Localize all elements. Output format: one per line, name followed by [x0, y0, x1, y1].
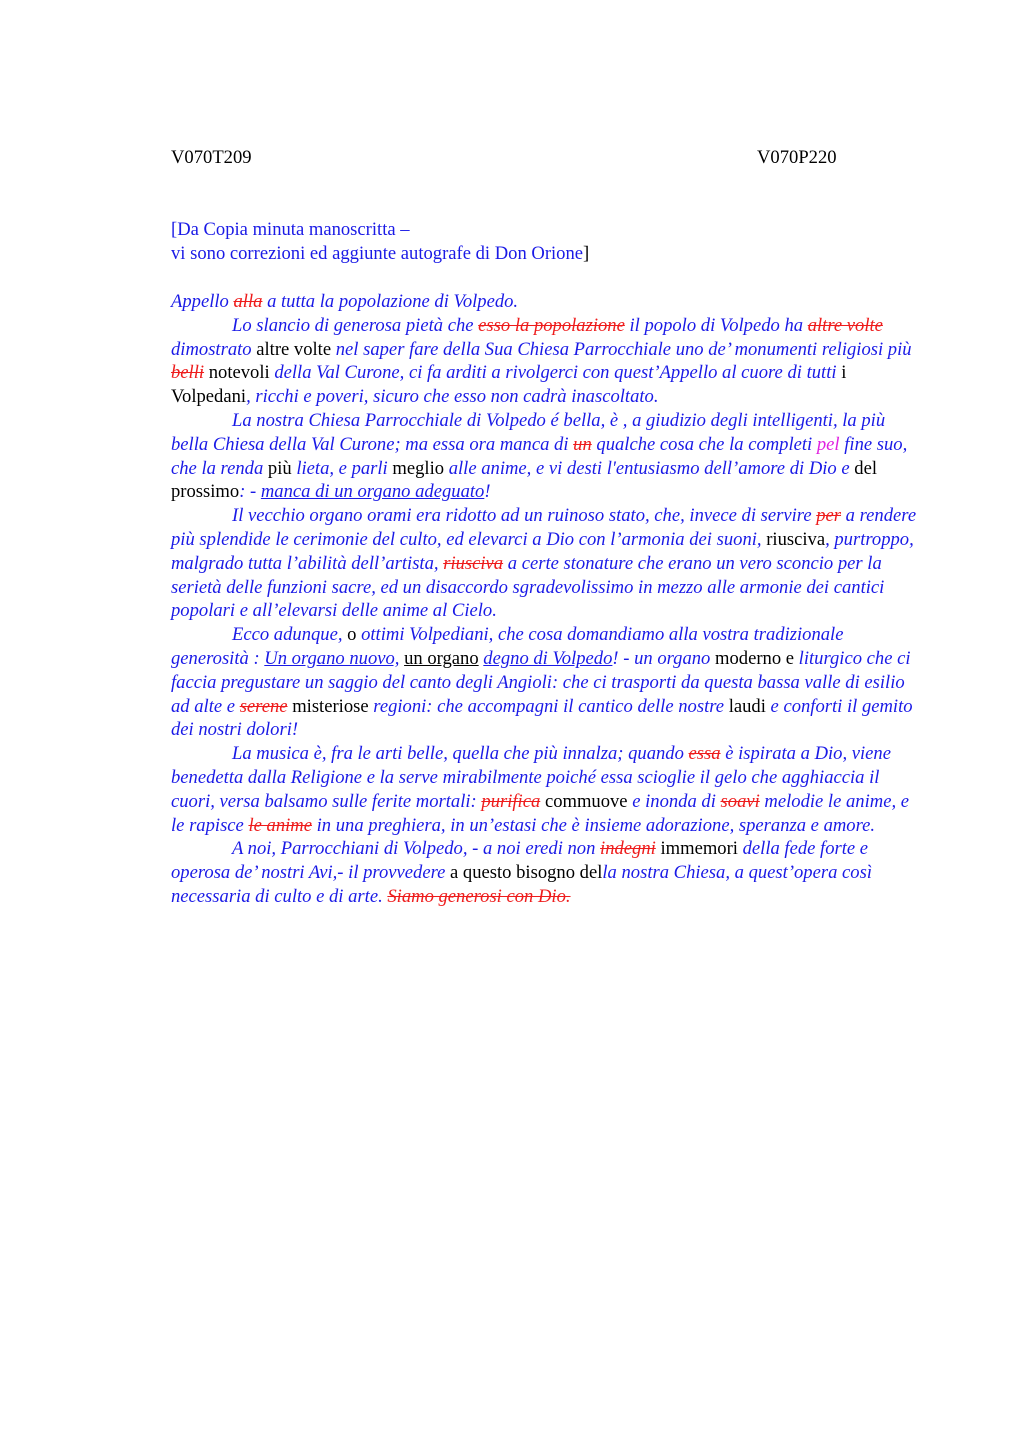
- autograph-addition: un organo: [404, 647, 479, 669]
- text-run: della fede forte e operosa de’ nostri Avi,- il provvedere: [171, 838, 869, 884]
- underlined-phrase: Un organo nuovo,: [264, 647, 400, 669]
- text-run: a rendere più splendide le cerimonie del culto, ed elevarci a Dio con l’armonia dei suoni,: [171, 505, 917, 550]
- text-run: La nostra Chiesa Parrocchiale di Volpedo é bella, è , a giudizio degli intelligenti, la più bella Chiesa della Val Curone; ma essa ora manca di: [171, 409, 886, 455]
- deletion: per: [816, 505, 842, 527]
- title-text: a tutta la popolazione di Volpedo.: [262, 291, 519, 312]
- text-run: è ispirata a Dio, viene benedetta dalla Religione e la serve mirabilmente poiché essa scioglie il gelo che agghiaccia il cuori, versa balsamo sulle ferite mortali:: [171, 743, 891, 812]
- text-run: fine suo, che la renda: [171, 433, 908, 479]
- highlighted-word: pel: [816, 433, 840, 455]
- deletion: riusciva: [443, 552, 504, 574]
- underlined-phrase: degno di Volpedo: [483, 647, 613, 669]
- text-run: della Val Curone, ci fa arditi a rivolgerci con quest’Appello al cuore di tutti: [269, 362, 842, 384]
- text-run: melodie le anime, e le rapisce: [171, 790, 909, 836]
- autograph-addition: laudi: [728, 695, 766, 717]
- text-run: A noi, Parrocchiani di Volpedo, - a noi eredi non: [232, 838, 601, 860]
- text-run: a certe stonature che erano un vero sconcio per la serietà delle funzioni sacre, ed un disaccordo sgradevolissimo in mezzo alle armonie dei cantici popolari e all’elevarsi delle anime al Cielo.: [171, 552, 885, 622]
- text-run: , purtroppo, malgrado tutta l’abilità dell’artista,: [171, 528, 914, 574]
- paragraph-6: [171, 837, 919, 908]
- editorial-note: [171, 218, 589, 266]
- deletion: le anime: [248, 814, 312, 836]
- paragraph-3: [171, 504, 919, 623]
- paragraph-5: [171, 742, 919, 837]
- deletion: essa: [688, 743, 721, 765]
- autograph-addition: del prossimo: [171, 457, 877, 503]
- deletion: un: [573, 433, 592, 455]
- autograph-addition: più: [267, 457, 292, 479]
- editorial-note-line-2: [171, 242, 589, 266]
- deletion: purifica: [481, 790, 541, 812]
- deletion: soavi: [720, 790, 760, 812]
- paragraph-1: [171, 314, 919, 409]
- autograph-addition: meglio: [392, 457, 445, 479]
- text-run: ! - un organo: [612, 647, 716, 669]
- title-deletion: alla: [233, 291, 263, 312]
- editorial-note-bracket: ]: [583, 243, 590, 264]
- text-run: La musica è, fra le arti belle, quella che più innalza; quando: [232, 743, 689, 765]
- deletion: esso la popolazione: [478, 314, 625, 336]
- text-run: e inonda di: [627, 790, 721, 812]
- text-run: : -: [239, 481, 261, 503]
- underlined-phrase: manca di un organo adeguato: [260, 481, 485, 503]
- editorial-note-line-1: [Da Copia minuta manoscritta –: [171, 219, 410, 240]
- text-run: regioni: che accompagni il cantico delle nostre: [368, 695, 729, 717]
- autograph-addition: moderno e: [715, 647, 795, 669]
- deletion: altre volte: [807, 314, 883, 336]
- autograph-addition: altre volte: [256, 338, 332, 360]
- text-run: !: [484, 481, 491, 503]
- text-run: qualche cosa che la completi: [591, 433, 817, 455]
- document-code-right: V070P220: [757, 147, 837, 168]
- text-run: alle anime, e vi desti l'entusiasmo dell’amore di Dio e: [444, 457, 855, 479]
- document-code-left: V070T209: [171, 147, 252, 168]
- title-text: Appello: [171, 291, 234, 312]
- text-run: e conforti il gemito dei nostri dolori!: [171, 695, 913, 741]
- paragraph-4: [171, 623, 919, 742]
- appeal-title: [171, 290, 919, 314]
- text-run: liturgico che ci faccia pregustare un saggio del canto degli Angioli: che ci trasporti da questa bassa valle di esilio ad alte e: [171, 647, 911, 717]
- text-run: la nostra Chiesa, a quest’opera così necessaria di culto e di arte.: [171, 862, 872, 907]
- autograph-addition: misteriose: [292, 695, 369, 717]
- autograph-addition: i Volpedani: [171, 362, 847, 408]
- text-run: Il vecchio organo orami era ridotto ad un ruinoso stato, che, invece di servire: [232, 505, 817, 527]
- deletion: indegni: [600, 838, 656, 860]
- text-run: il popolo di Volpedo ha: [624, 314, 808, 336]
- autograph-addition: a questo bisogno del: [450, 862, 603, 884]
- text-run: nel saper fare della Sua Chiesa Parrocchiale uno de’ monumenti religiosi più: [331, 338, 912, 360]
- deletion: serene: [239, 695, 288, 717]
- autograph-addition: immemori: [660, 838, 738, 860]
- paragraph-2: [171, 409, 919, 504]
- text-run: , ricchi e poveri, sicuro che esso non cadrà inascoltato.: [246, 386, 659, 408]
- text-run: ottimi Volpediani, che cosa domandiamo alla vostra tradizionale generosità :: [171, 624, 844, 669]
- autograph-addition: riusciva: [766, 528, 826, 550]
- letter-body: [171, 290, 919, 909]
- text-run: lieta, e parli: [291, 457, 393, 479]
- text-run: Ecco adunque,: [232, 624, 343, 646]
- deletion: Siamo generosi con Dio.: [387, 885, 571, 907]
- autograph-addition: o: [342, 624, 362, 646]
- autograph-addition: commuove: [544, 790, 628, 812]
- editorial-note-text: vi sono correzioni ed aggiunte autografe di Don Orione: [171, 243, 584, 264]
- text-run: Lo slancio di generosa pietà che: [232, 314, 479, 336]
- text-run: dimostrato: [171, 338, 257, 360]
- text-run: in una preghiera, in un’estasi che è insieme adorazione, speranza e amore.: [311, 814, 876, 836]
- deletion: belli: [171, 362, 205, 384]
- autograph-addition: notevoli: [208, 362, 270, 384]
